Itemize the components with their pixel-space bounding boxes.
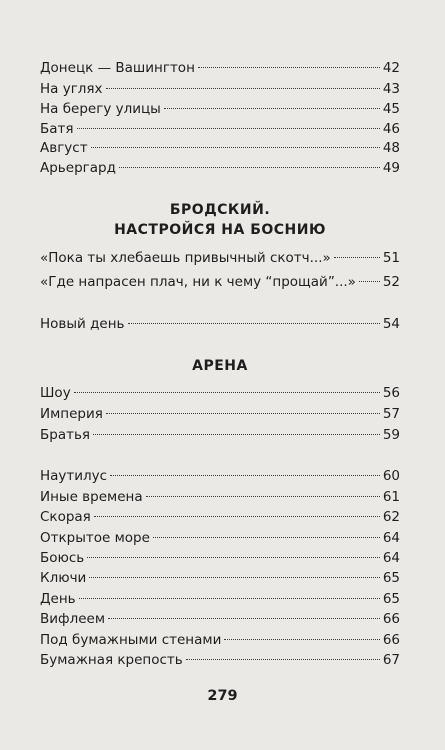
toc-entry <box>40 138 400 158</box>
toc-entry <box>40 272 400 292</box>
dot-leader <box>110 475 380 476</box>
toc-entry <box>40 589 400 609</box>
toc-entry <box>40 158 400 178</box>
dot-leader <box>108 618 380 619</box>
dot-leader <box>94 516 380 517</box>
toc-entry <box>40 568 400 588</box>
toc-entry-title: Новый день <box>40 316 125 332</box>
toc-entry-page: 43 <box>382 81 400 97</box>
dot-leader <box>93 434 380 435</box>
toc-entry-title: Под бумажными стенами <box>40 632 222 648</box>
dot-leader <box>128 323 380 324</box>
toc-entry-page: 66 <box>382 632 400 648</box>
toc-entry-title: Арьергард <box>40 160 116 176</box>
dot-leader <box>77 128 380 129</box>
toc-entry-title: На углях <box>40 81 103 97</box>
toc-entry-page: 60 <box>382 468 400 484</box>
dot-leader <box>79 598 380 599</box>
toc-entry-page: 52 <box>382 274 400 290</box>
toc-entry <box>40 314 400 334</box>
toc-entry <box>40 404 400 424</box>
toc-entry-page: 66 <box>382 611 400 627</box>
toc-entry-title: Шоу <box>40 385 71 401</box>
toc-entry-title: Бумажная крепость <box>40 652 183 668</box>
dot-leader <box>119 167 380 168</box>
toc-entry-page: 42 <box>382 60 400 76</box>
toc-entry-title: Вифлеем <box>40 611 106 627</box>
toc-entry <box>40 79 400 99</box>
dot-leader <box>146 496 380 497</box>
section-heading: НАСТРОЙСЯ НА БОСНИЮ <box>114 222 326 238</box>
toc-entry-title: Боюсь <box>40 550 85 566</box>
toc-entry <box>40 630 400 650</box>
toc-entry-title: Братья <box>40 427 91 443</box>
toc-entry-page: 64 <box>382 530 400 546</box>
toc-entry-page: 61 <box>382 489 400 505</box>
dot-leader <box>106 413 380 414</box>
section-heading: БРОДСКИЙ. <box>169 202 271 218</box>
toc-entry-page: 46 <box>382 121 400 137</box>
dot-leader <box>164 108 380 109</box>
toc-entry-page: 62 <box>382 509 400 525</box>
toc-entry-title: Август <box>40 140 88 156</box>
toc-entry <box>40 487 400 507</box>
toc-entry <box>40 248 400 268</box>
toc-entry <box>40 466 400 486</box>
toc-entry-page: 67 <box>382 652 400 668</box>
dot-leader <box>106 88 380 89</box>
dot-leader <box>224 639 379 640</box>
toc-entry <box>40 425 400 445</box>
toc-entry <box>40 548 400 568</box>
toc-entry-title: «Где напрасен плач, ни к чему “прощай”...» <box>40 274 356 290</box>
toc-entry-title: Наутилус <box>40 468 108 484</box>
toc-entry-page: 49 <box>382 160 400 176</box>
dot-leader <box>153 537 380 538</box>
toc-entry-title: Батя <box>40 121 74 137</box>
dot-leader <box>89 577 379 578</box>
toc-entry-page: 65 <box>382 570 400 586</box>
toc-entry <box>40 99 400 119</box>
page-number: 279 <box>207 688 238 704</box>
toc-entry-title: Иные времена <box>40 489 143 505</box>
dot-leader <box>198 67 380 68</box>
toc-entry-page: 56 <box>382 385 400 401</box>
toc-entry <box>40 383 400 403</box>
toc-entry-page: 48 <box>382 140 400 156</box>
toc-entry <box>40 507 400 527</box>
toc-entry-title: Империя <box>40 406 103 422</box>
toc-entry <box>40 119 400 139</box>
toc-entry-title: Донецк — Вашингтон <box>40 60 195 76</box>
toc-entry-page: 65 <box>382 591 400 607</box>
toc-entry <box>40 528 400 548</box>
toc-entry-page: 57 <box>382 406 400 422</box>
toc-entry-page: 51 <box>382 250 400 266</box>
section-heading: АРЕНА <box>192 358 248 374</box>
toc-entry-title: «Пока ты хлебаешь привычный скотч...» <box>40 250 331 266</box>
toc-entry-page: 64 <box>382 550 400 566</box>
toc-entry-page: 45 <box>382 101 400 117</box>
toc-entry <box>40 58 400 78</box>
toc-entry-title: Ключи <box>40 570 87 586</box>
toc-entry-title: На берегу улицы <box>40 101 161 117</box>
toc-entry-title: День <box>40 591 76 607</box>
toc-entry-page: 59 <box>382 427 400 443</box>
toc-entry <box>40 609 400 629</box>
dot-leader <box>186 659 380 660</box>
dot-leader <box>91 147 380 148</box>
dot-leader <box>359 281 380 282</box>
dot-leader <box>87 557 380 558</box>
dot-leader <box>334 257 380 258</box>
toc-entry-title: Открытое море <box>40 530 150 546</box>
dot-leader <box>74 392 380 393</box>
toc-entry <box>40 650 400 670</box>
toc-entry-title: Скорая <box>40 509 91 525</box>
toc-entry-page: 54 <box>382 316 400 332</box>
